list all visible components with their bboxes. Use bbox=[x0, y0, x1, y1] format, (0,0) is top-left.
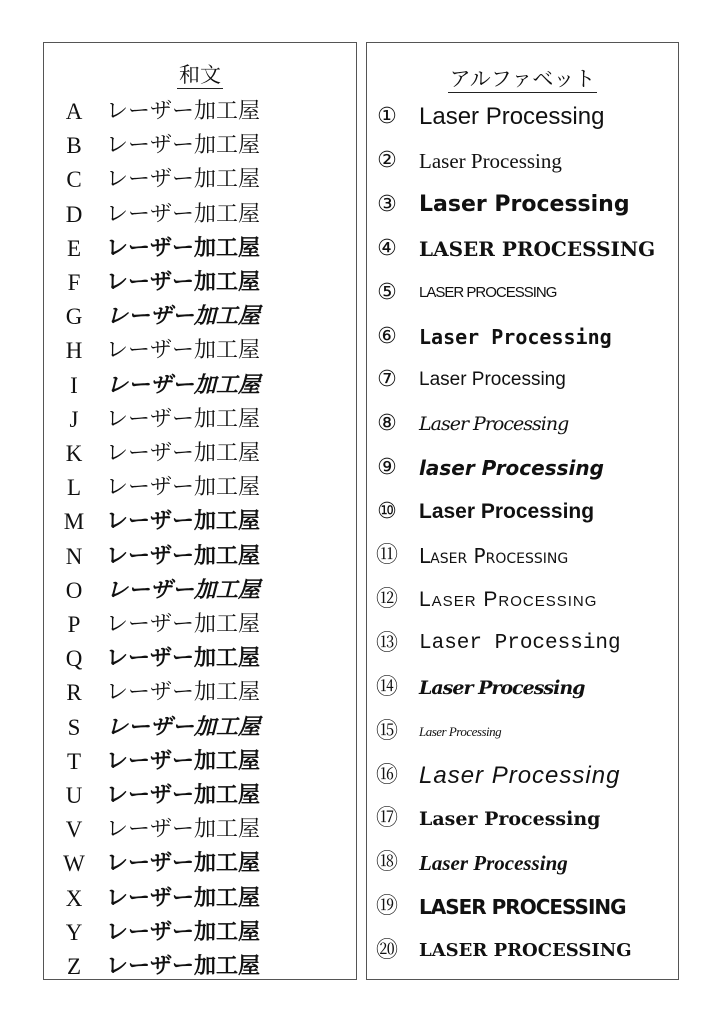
japanese-font-sample: レーザー加工屋 bbox=[106, 372, 261, 398]
alphabet-font-row bbox=[367, 404, 678, 448]
font-letter-label: P bbox=[67, 612, 81, 637]
font-number-label: ④ bbox=[377, 235, 397, 261]
alphabet-font-sample: Laser Processing bbox=[419, 324, 612, 349]
font-number-label: ⑨ bbox=[377, 455, 397, 481]
japanese-font-row bbox=[44, 676, 356, 710]
font-number-label: ⑲ bbox=[375, 894, 398, 920]
font-letter-label: B bbox=[66, 133, 82, 159]
font-number-label: ⑱ bbox=[375, 850, 398, 876]
font-letter-label: D bbox=[65, 201, 83, 227]
japanese-font-row bbox=[44, 369, 356, 403]
font-letter-label: F bbox=[67, 270, 81, 295]
alphabet-font-sample: Laser Processing bbox=[419, 500, 595, 524]
alphabet-font-sample: Laser Processing bbox=[419, 103, 605, 130]
alphabet-panel-title bbox=[367, 63, 678, 93]
font-letter-label: A bbox=[65, 99, 83, 124]
font-letter-label: I bbox=[70, 372, 78, 398]
alphabet-font-row bbox=[367, 668, 678, 712]
japanese-font-sample: レーザー加工屋 bbox=[106, 646, 261, 672]
japanese-font-row bbox=[44, 163, 356, 197]
alphabet-font-row bbox=[367, 448, 678, 492]
japanese-font-sample: レーザー加工屋 bbox=[106, 338, 261, 364]
font-letter-label: R bbox=[66, 680, 82, 706]
alphabet-font-sample: Laser Processing bbox=[419, 587, 598, 611]
font-letter-label: E bbox=[66, 235, 82, 261]
font-number-label: ⑦ bbox=[377, 367, 397, 393]
japanese-font-row bbox=[44, 847, 356, 881]
japanese-font-sample: レーザー加工屋 bbox=[106, 543, 261, 569]
japanese-font-sample: レーザー加工屋 bbox=[106, 441, 261, 466]
alphabet-font-row bbox=[367, 580, 678, 624]
font-letter-label: H bbox=[65, 338, 83, 364]
font-letter-label: G bbox=[65, 304, 83, 330]
alphabet-font-row bbox=[367, 229, 678, 273]
font-number-label: ⑩ bbox=[377, 499, 397, 525]
font-number-label: ⑮ bbox=[375, 718, 398, 744]
japanese-font-row bbox=[44, 198, 356, 232]
font-letter-label: Y bbox=[65, 919, 83, 945]
font-letter-label: K bbox=[65, 441, 83, 466]
font-number-label: ⑥ bbox=[377, 323, 397, 349]
font-letter-label: V bbox=[65, 817, 83, 843]
alphabet-font-panel bbox=[366, 42, 679, 980]
japanese-font-row bbox=[44, 232, 356, 266]
japanese-font-row bbox=[44, 300, 356, 334]
japanese-font-row bbox=[44, 437, 356, 471]
japanese-font-row bbox=[44, 711, 356, 745]
japanese-font-row bbox=[44, 129, 356, 163]
alphabet-font-row bbox=[367, 887, 678, 931]
alphabet-font-row bbox=[367, 756, 678, 800]
alphabet-font-sample: Laser Processing bbox=[419, 851, 568, 876]
japanese-font-sample: レーザー加工屋 bbox=[106, 201, 261, 227]
japanese-font-sample: レーザー加工屋 bbox=[106, 954, 261, 979]
alphabet-font-row bbox=[367, 360, 678, 404]
japanese-font-sample: レーザー加工屋 bbox=[106, 817, 261, 843]
japanese-font-row bbox=[44, 334, 356, 368]
japanese-font-row bbox=[44, 540, 356, 574]
alphabet-font-row bbox=[367, 624, 678, 668]
font-number-label: ⑫ bbox=[375, 586, 398, 612]
font-letter-label: S bbox=[67, 714, 81, 740]
japanese-font-sample: レーザー加工屋 bbox=[106, 680, 261, 706]
japanese-font-row bbox=[44, 574, 356, 608]
font-letter-label: N bbox=[65, 543, 83, 569]
japanese-font-row bbox=[44, 882, 356, 916]
font-letter-label: Q bbox=[65, 646, 83, 672]
japanese-font-sample: レーザー加工屋 bbox=[106, 612, 261, 637]
font-number-label: ⑪ bbox=[375, 543, 398, 568]
japanese-font-sample: レーザー加工屋 bbox=[106, 270, 261, 295]
alphabet-font-sample: Laser Processing bbox=[419, 676, 585, 699]
alphabet-font-row bbox=[367, 273, 678, 317]
japanese-font-row bbox=[44, 813, 356, 847]
japanese-font-sample: レーザー加工屋 bbox=[106, 235, 261, 261]
font-number-label: ⑭ bbox=[375, 674, 398, 700]
alphabet-panel-title-text: アルファベット bbox=[449, 67, 596, 91]
japanese-font-row bbox=[44, 505, 356, 539]
alphabet-font-row bbox=[367, 492, 678, 536]
japanese-panel-title-text: 和文 bbox=[179, 63, 221, 87]
alphabet-font-row bbox=[367, 141, 678, 185]
japanese-font-sample: レーザー加工屋 bbox=[106, 167, 261, 193]
font-letter-label: M bbox=[63, 509, 85, 535]
alphabet-font-row bbox=[367, 317, 678, 361]
font-number-label: ① bbox=[377, 104, 397, 129]
japanese-font-sample: レーザー加工屋 bbox=[106, 783, 261, 808]
alphabet-font-sample: Laser Processing bbox=[419, 761, 621, 789]
japanese-font-panel bbox=[43, 42, 357, 980]
alphabet-font-sample: Laser Processing bbox=[419, 369, 566, 391]
japanese-font-row bbox=[44, 608, 356, 642]
japanese-font-sample: レーザー加工屋 bbox=[106, 304, 261, 330]
japanese-font-sample: レーザー加工屋 bbox=[106, 406, 261, 432]
japanese-font-row bbox=[44, 779, 356, 813]
japanese-font-sample: レーザー加工屋 bbox=[106, 919, 261, 945]
alphabet-font-sample: Laser Processing bbox=[419, 413, 569, 436]
alphabet-font-sample: Laser Processing bbox=[419, 723, 502, 739]
font-number-label: ⑤ bbox=[377, 279, 397, 305]
font-number-label: ② bbox=[377, 147, 397, 173]
font-letter-label: W bbox=[63, 851, 85, 877]
alphabet-font-sample: Laser Processing bbox=[419, 631, 621, 655]
japanese-font-sample: レーザー加工屋 bbox=[106, 748, 261, 774]
alphabet-font-row bbox=[367, 931, 678, 975]
font-letter-label: J bbox=[69, 406, 79, 432]
japanese-font-sample: レーザー加工屋 bbox=[106, 885, 261, 911]
font-number-label: ⑯ bbox=[375, 762, 398, 788]
alphabet-font-sample: Laser Processing bbox=[419, 148, 562, 173]
font-letter-label: Z bbox=[66, 954, 82, 979]
alphabet-font-sample: Laser Processing bbox=[419, 544, 569, 568]
japanese-font-sample: レーザー加工屋 bbox=[106, 99, 261, 124]
font-number-label: ⑬ bbox=[375, 630, 398, 656]
alphabet-font-row bbox=[367, 799, 678, 843]
alphabet-font-row bbox=[367, 185, 678, 229]
japanese-font-sample: レーザー加工屋 bbox=[106, 714, 261, 740]
font-number-label: ⑧ bbox=[377, 411, 397, 437]
japanese-font-row bbox=[44, 471, 356, 505]
alphabet-font-sample: LASER PROCESSING bbox=[419, 236, 656, 261]
alphabet-font-sample: LASER PROCESSING bbox=[419, 940, 632, 962]
alphabet-font-sample: LASER PROCESSING bbox=[419, 283, 557, 301]
alphabet-font-row bbox=[367, 97, 678, 141]
japanese-font-sample: レーザー加工屋 bbox=[106, 133, 261, 159]
font-letter-label: O bbox=[65, 577, 83, 603]
font-number-label: ③ bbox=[377, 191, 397, 217]
font-number-label: ⑰ bbox=[375, 806, 398, 832]
japanese-font-sample: レーザー加工屋 bbox=[106, 475, 261, 501]
japanese-font-row bbox=[44, 403, 356, 437]
japanese-font-row bbox=[44, 916, 356, 950]
japanese-font-sample: レーザー加工屋 bbox=[106, 509, 261, 535]
font-letter-label: U bbox=[65, 783, 83, 808]
alphabet-font-sample: Laser Processing bbox=[419, 808, 601, 831]
japanese-font-row bbox=[44, 95, 356, 129]
font-letter-label: L bbox=[66, 475, 82, 501]
font-letter-label: X bbox=[65, 885, 83, 911]
alphabet-font-sample: laser Processing bbox=[419, 456, 604, 481]
alphabet-font-sample: LASER PROCESSING bbox=[419, 895, 626, 920]
japanese-font-sample: レーザー加工屋 bbox=[106, 577, 261, 603]
font-letter-label: C bbox=[66, 167, 82, 193]
alphabet-font-row bbox=[367, 712, 678, 756]
japanese-font-sample: レーザー加工屋 bbox=[106, 851, 261, 877]
font-number-label: ⑳ bbox=[375, 938, 398, 964]
japanese-font-row bbox=[44, 950, 356, 984]
alphabet-font-row bbox=[367, 843, 678, 887]
japanese-font-row bbox=[44, 642, 356, 676]
japanese-font-row bbox=[44, 745, 356, 779]
japanese-panel-title bbox=[44, 59, 356, 89]
alphabet-font-sample: Laser Processing bbox=[419, 191, 630, 217]
alphabet-font-row bbox=[367, 536, 678, 580]
font-letter-label: T bbox=[66, 748, 82, 774]
japanese-font-row bbox=[44, 266, 356, 300]
